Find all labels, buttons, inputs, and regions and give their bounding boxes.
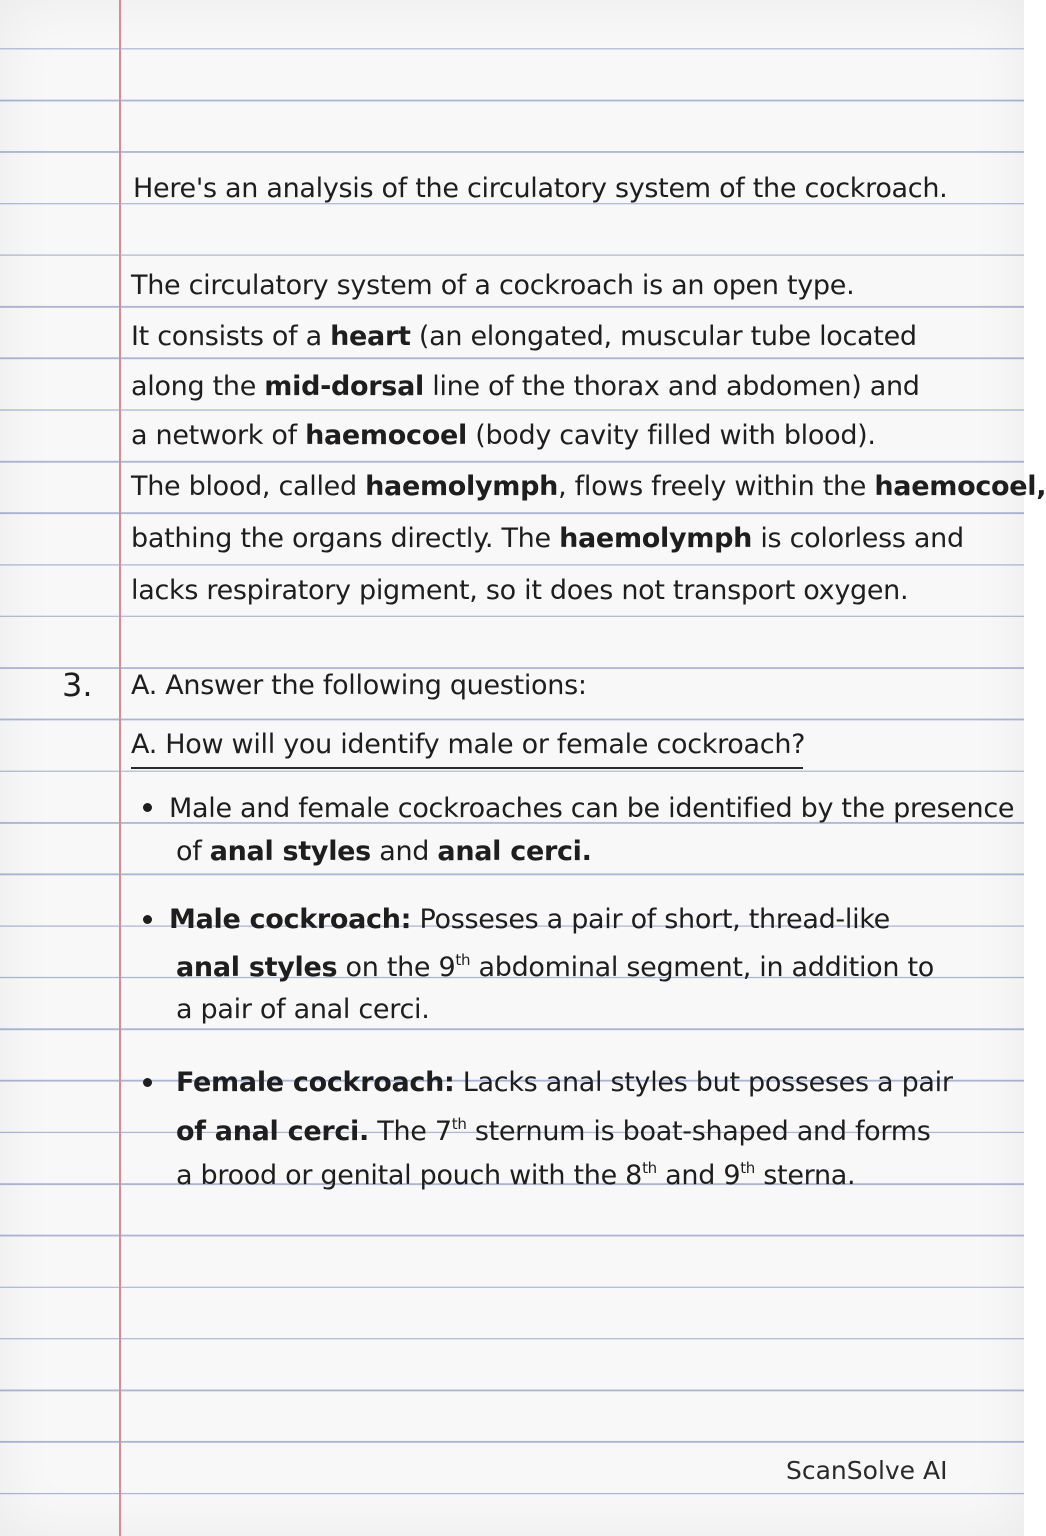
superscript-th: th bbox=[740, 1159, 755, 1177]
bullet2-line-2 bbox=[176, 951, 934, 983]
section-heading-text: A. Answer the following questions: bbox=[131, 670, 587, 701]
bullet-text: sternum is boat-shaped and forms bbox=[466, 1116, 931, 1147]
term-anal-cerci: anal cerci. bbox=[437, 836, 592, 867]
bullet1-line-1 bbox=[169, 795, 1014, 822]
paragraph-text: along the bbox=[131, 371, 265, 402]
bullet-text: of bbox=[176, 836, 210, 867]
superscript-th: th bbox=[642, 1159, 657, 1177]
bullet2-line-3 bbox=[176, 996, 429, 1023]
bullet-text: a pair of anal cerci. bbox=[176, 994, 430, 1025]
margin-line bbox=[119, 0, 121, 1536]
question-text: A. How will you identify male or female cockroach? bbox=[131, 729, 806, 760]
paragraph-line-1 bbox=[131, 272, 854, 299]
bullet-dot bbox=[143, 915, 152, 924]
paragraph-line-6 bbox=[131, 525, 964, 552]
paragraph-text: The circulatory system of a cockroach is an open type. bbox=[131, 270, 855, 301]
bullet2-line-1 bbox=[169, 906, 890, 933]
bullet3-line-1 bbox=[176, 1069, 953, 1096]
bullet-text: sterna. bbox=[755, 1160, 856, 1191]
term-anal-cerci: of anal cerci. bbox=[176, 1116, 369, 1147]
term-anal-styles: anal styles bbox=[176, 952, 338, 983]
intro-text: Here's an analysis of the circulatory system of the cockroach. bbox=[133, 173, 948, 204]
paragraph-text: (an elongated, muscular tube located bbox=[410, 321, 917, 352]
question-underline bbox=[131, 767, 803, 769]
paragraph-text: is colorless and bbox=[752, 523, 964, 554]
term-anal-styles: anal styles bbox=[209, 836, 371, 867]
paragraph-text: (body cavity filled with blood). bbox=[466, 420, 876, 451]
paragraph-line-2 bbox=[131, 323, 917, 350]
paragraph-text: , flows freely within the bbox=[558, 471, 875, 502]
bullet1-line-2 bbox=[176, 838, 592, 865]
term-haemolymph: haemolymph bbox=[559, 523, 753, 554]
term-haemocoel: haemocoel bbox=[305, 420, 467, 451]
paragraph-text: line of the thorax and abdomen) and bbox=[423, 371, 920, 402]
paragraph-text: a network of bbox=[131, 420, 306, 451]
term-haemocoel: haemocoel, bbox=[874, 471, 1046, 502]
term-mid-dorsal: mid-dorsal bbox=[264, 371, 424, 402]
paragraph-line-7 bbox=[131, 577, 908, 604]
bullet-text: a brood or genital pouch with the 8 bbox=[176, 1160, 643, 1191]
paragraph-line-3 bbox=[131, 373, 920, 400]
term-haemolymph: haemolymph bbox=[365, 471, 559, 502]
question-number: 3. bbox=[62, 666, 93, 704]
bullet-text: The 7 bbox=[368, 1116, 452, 1147]
bullet-text: Posseses a pair of short, thread-like bbox=[411, 904, 890, 935]
bullet-text: Lacks anal styles but posseses a pair bbox=[454, 1067, 953, 1098]
paragraph-text: bathing the organs directly. The bbox=[131, 523, 560, 554]
bullet-dot bbox=[143, 803, 152, 812]
superscript-th: th bbox=[451, 1115, 467, 1133]
bullet-text: and bbox=[370, 836, 438, 867]
section-heading bbox=[131, 672, 587, 699]
paragraph-line-4 bbox=[131, 422, 876, 449]
paragraph-text: lacks respiratory pigment, so it does not transport oxygen. bbox=[131, 575, 909, 606]
paragraph-text: It consists of a bbox=[131, 321, 331, 352]
paragraph-line-5 bbox=[131, 473, 1046, 500]
term-heart: heart bbox=[330, 321, 411, 352]
term-female-cockroach: Female cockroach: bbox=[176, 1067, 455, 1098]
bullet-dot bbox=[143, 1078, 152, 1087]
question-line bbox=[131, 731, 805, 758]
bullet-text: Male and female cockroaches can be identified by the presence bbox=[169, 793, 1015, 824]
bullet3-line-2 bbox=[176, 1115, 931, 1147]
term-male-cockroach: Male cockroach: bbox=[169, 904, 412, 935]
paragraph-text: The blood, called bbox=[131, 471, 366, 502]
bullet-text: and 9 bbox=[656, 1160, 741, 1191]
footer-watermark: ScanSolve AI bbox=[786, 1456, 948, 1485]
bullet-text: abdominal segment, in addition to bbox=[470, 952, 934, 983]
bullet3-line-3 bbox=[176, 1159, 856, 1191]
intro-line bbox=[133, 175, 947, 202]
superscript-th: th bbox=[455, 951, 471, 969]
bullet-text: on the 9 bbox=[337, 952, 456, 983]
